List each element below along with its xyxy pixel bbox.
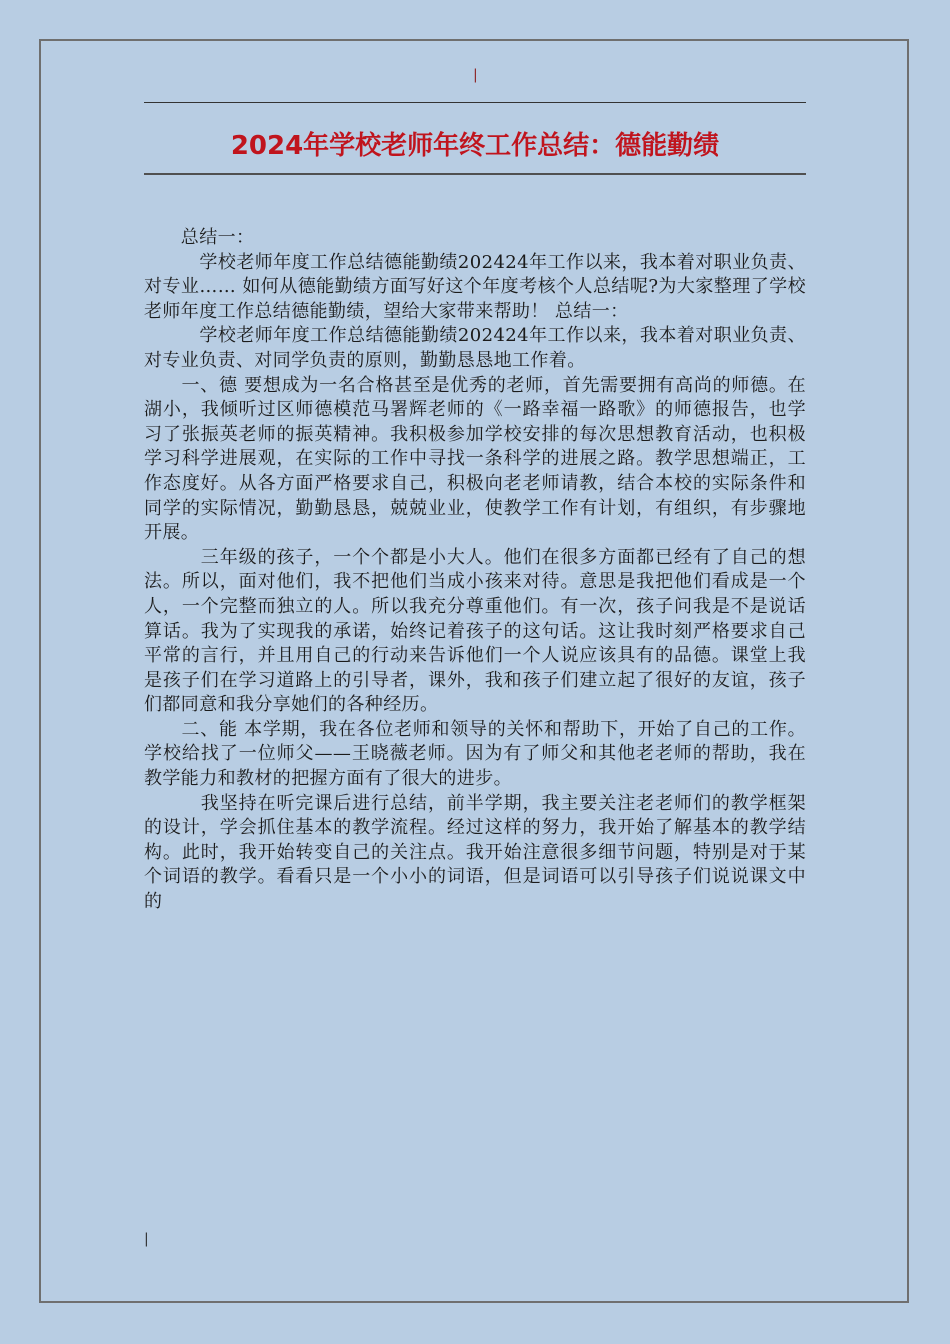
header-rule xyxy=(144,102,806,103)
paragraph: 三年级的孩子，一个个都是小大人。他们在很多方面都已经有了自己的想法。所以，面对他们，我不把他们当成小孩来对待。意思是我把他们看成是一个人，一个完整而独立的人。所以我充分尊重他们。有一次，孩子问我是不是说话算话。我为了实现我的承诺，始终记着孩子的这句话。这让我时刻严格要求自己平常的言行，并且用自己的行动来告诉他们一个人说应该具有的品德。课堂上我是孩子们在学习道路上的引导者，课外，我和孩子们建立起了很好的友谊，孩子们都同意和我分享她们的各种经历。 xyxy=(144,546,806,716)
footer-mark: | xyxy=(144,1231,149,1247)
paragraph: 学校老师年度工作总结德能勤绩202424年工作以来，我本着对职业负责、对专业负责、对同学负责的原则，勤勤恳恳地工作着。 xyxy=(144,325,806,371)
paragraph: 总结一： xyxy=(144,227,255,248)
paragraph: 我坚持在听完课后进行总结，前半学期，我主要关注老老师们的教学框架的设计，学会抓住基本的教学流程。经过这样的努力，我开始了解基本的教学结构。此时，我开始转变自己的关注点。我开始注意很多细节问题，特别是对于某个词语的教学。看看只是一个小小的词语，但是词语可以引导孩子们说说课文中的 xyxy=(144,792,806,913)
paragraph: 一、德 要想成为一名合格甚至是优秀的老师，首先需要拥有高尚的师德。在湖小，我倾听过区师德模范马署辉老师的《一路幸福一路歌》的师德报告，也学习了张振英老师的振英精神。我积极参加学校安排的每次思想教育活动，也积极学习科学进展观，在实际的工作中寻找一条科学的进展之路。教学思想端正，工作态度好。从各方面严格要求自己，积极向老老师请教，结合本校的实际条件和同学的实际情况，勤勤恳恳，兢兢业业，使教学工作有计划，有组织，有步骤地开展。 xyxy=(144,374,806,544)
document-title: 2024年学校老师年终工作总结：德能勤绩 xyxy=(230,131,720,161)
paragraph: 学校老师年度工作总结德能勤绩202424年工作以来，我本着对职业负责、对专业…… 如何从德能勤绩方面写好这个年度考核个人总结呢?为大家整理了学校老师年度工作总结德能勤绩，望给大家带来帮助！ 总结一： xyxy=(144,251,806,322)
title-underline xyxy=(144,173,806,175)
header-mark: | xyxy=(473,67,478,83)
document-body xyxy=(144,226,806,915)
paragraph: 二、能 本学期，我在各位老师和领导的关怀和帮助下，开始了自己的工作。学校给找了一位师父——王晓薇老师。因为有了师父和其他老老师的帮助，我在教学能力和教材的把握方面有了很大的进步。 xyxy=(144,718,806,790)
